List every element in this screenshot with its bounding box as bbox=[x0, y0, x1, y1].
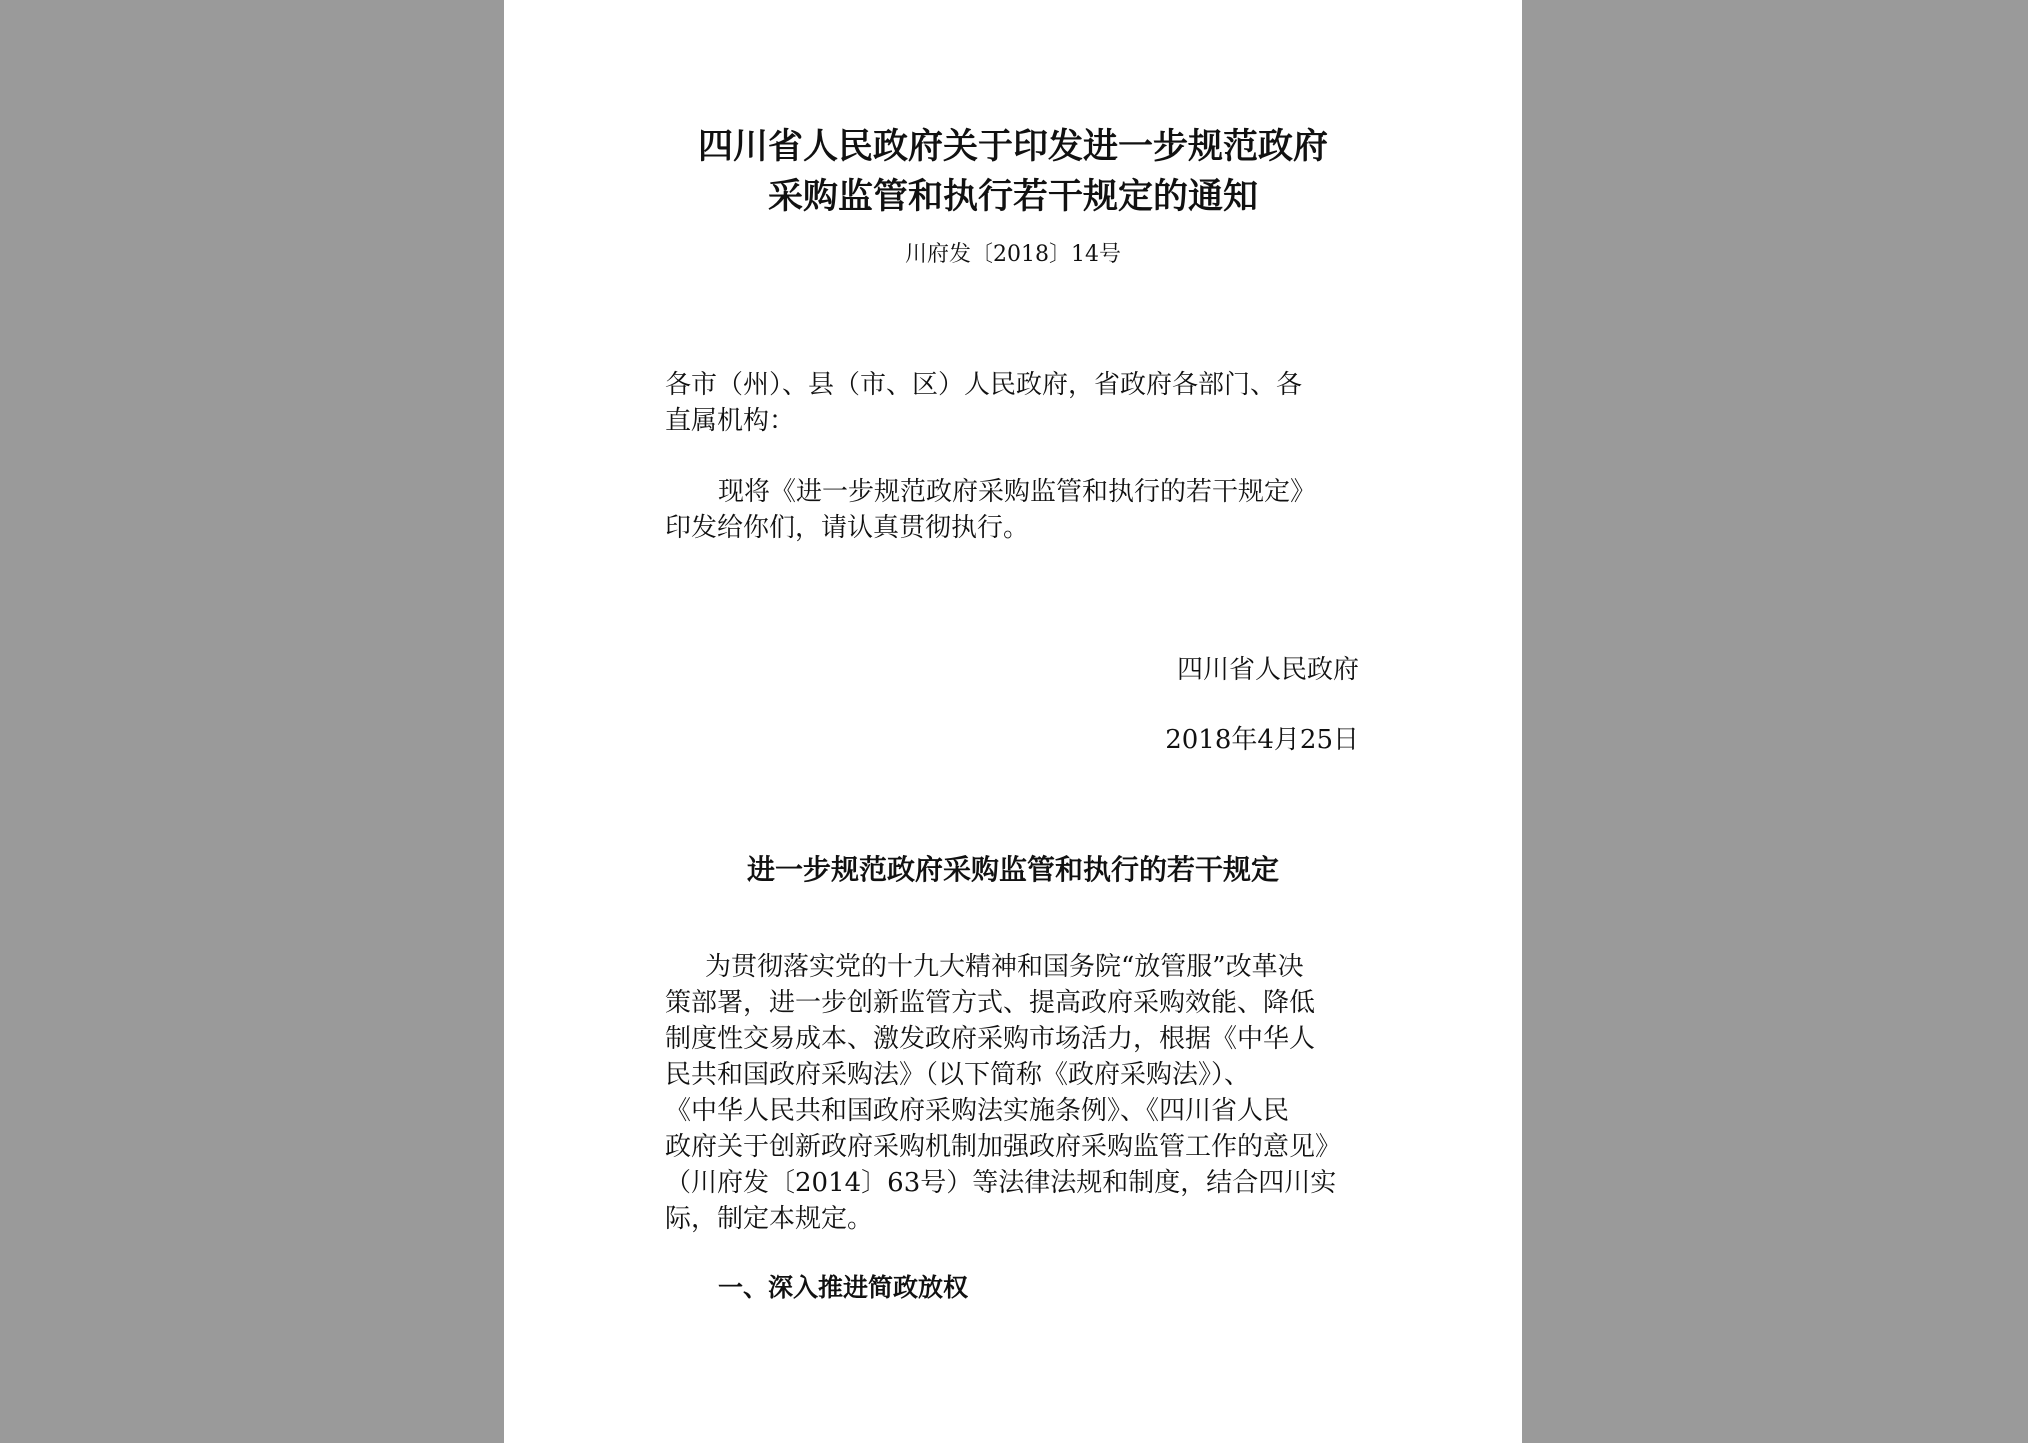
issue-date: 2018年4月25日 bbox=[1165, 725, 1359, 755]
preamble-line: 政府关于创新政府采购机制加强政府采购监管工作的意见》 bbox=[665, 1132, 1342, 1162]
preamble-line: （川府发〔2014〕63号）等法律法规和制度，结合四川实 bbox=[665, 1168, 1337, 1198]
preamble-line: 《中华人民共和国政府采购法实施条例》、《四川省人民 bbox=[665, 1096, 1290, 1126]
document-number: 川府发〔2018〕14号 bbox=[905, 242, 1121, 267]
signer: 四川省人民政府 bbox=[1176, 655, 1359, 685]
notice-title-line-1: 四川省人民政府关于印发进一步规范政府 bbox=[697, 126, 1328, 167]
document-page bbox=[504, 0, 1522, 1443]
preamble-line: 策部署，进一步创新监管方式、提高政府采购效能、降低 bbox=[665, 988, 1316, 1018]
notice-title-line-2: 采购监管和执行若干规定的通知 bbox=[767, 176, 1258, 217]
addressee-line-1: 各市（州）、县（市、区）人民政府，省政府各部门、各 bbox=[665, 370, 1303, 400]
section-heading-1: 一、深入推进简政放权 bbox=[718, 1273, 969, 1302]
preamble-line: 制度性交易成本、激发政府采购市场活力，根据《中华人 bbox=[665, 1024, 1316, 1054]
notice-body-line-2: 印发给你们，请认真贯彻执行。 bbox=[665, 513, 1030, 543]
regulation-title: 进一步规范政府采购监管和执行的若干规定 bbox=[746, 853, 1279, 886]
addressee-line-2: 直属机构： bbox=[665, 406, 796, 436]
preamble-line: 民共和国政府采购法》（以下简称《政府采购法》）、 bbox=[665, 1060, 1251, 1090]
preamble-line: 际，制定本规定。 bbox=[665, 1204, 874, 1234]
preamble-line: 为贯彻落实党的十九大精神和国务院“放管服”改革决 bbox=[705, 952, 1304, 982]
notice-body-line-1: 现将《进一步规范政府采购监管和执行的若干规定》 bbox=[718, 477, 1317, 507]
